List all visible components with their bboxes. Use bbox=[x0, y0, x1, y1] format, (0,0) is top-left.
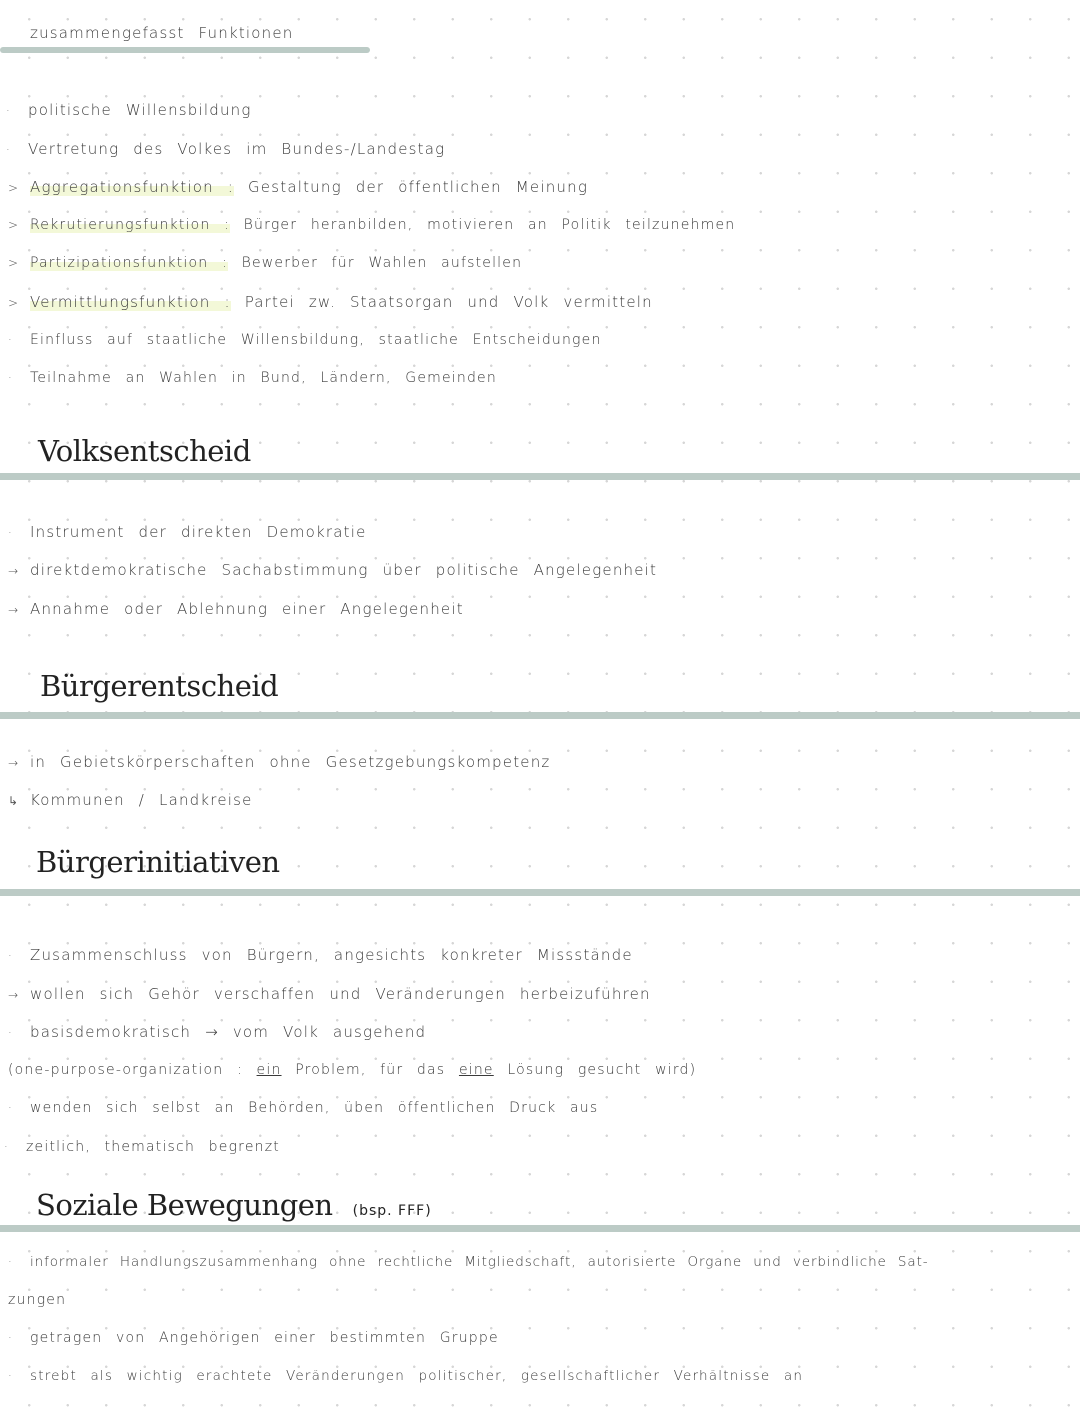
list-item: → Annahme oder Ablehnung einer Angelegenheit bbox=[8, 600, 464, 618]
list-item: · strebt als wichtig erachtete Veränderungen politischer, gesellschaftlicher Verhältnisse an bbox=[8, 1368, 804, 1384]
heading-buergerinitiativen: Bürgerinitiativen bbox=[36, 845, 280, 879]
list-item: · wenden sich selbst an Behörden, üben öffentlichen Druck aus bbox=[8, 1100, 599, 1116]
heading-buergerentscheid: Bürgerentscheid bbox=[40, 669, 279, 703]
list-item: zungen bbox=[8, 1292, 67, 1308]
list-item: · politische Willensbildung bbox=[6, 101, 252, 119]
heading-rule bbox=[0, 473, 1080, 480]
summary-title: zusammengefasst Funktionen bbox=[30, 24, 294, 42]
heading-rule bbox=[0, 889, 1080, 896]
list-item: · Teilnahme an Wahlen in Bund, Ländern, Gemeinden bbox=[8, 370, 497, 386]
list-item: · zeitlich, thematisch begrenzt bbox=[4, 1139, 280, 1155]
list-item: · basisdemokratisch → vom Volk ausgehend bbox=[8, 1023, 427, 1041]
list-item: (one-purpose-organization : ein Problem, für das eine Lösung gesucht wird) bbox=[8, 1062, 697, 1078]
list-item: · getragen von Angehörigen einer bestimmten Gruppe bbox=[8, 1330, 499, 1346]
heading-volksentscheid: Volksentscheid bbox=[38, 434, 251, 468]
list-item: · Einfluss auf staatliche Willensbildung, staatliche Entscheidungen bbox=[8, 332, 602, 348]
list-item: ↳ Kommunen / Landkreise bbox=[8, 791, 253, 809]
list-item: > Partizipationsfunktion : Bewerber für Wahlen aufstellen bbox=[8, 255, 523, 271]
list-item: → direktdemokratische Sachabstimmung über politische Angelegenheit bbox=[8, 561, 658, 579]
list-item: · Instrument der direkten Demokratie bbox=[8, 523, 367, 541]
list-item: > Rekrutierungsfunktion : Bürger heranbilden, motivieren an Politik teilzunehmen bbox=[8, 217, 736, 233]
list-item: → in Gebietskörperschaften ohne Gesetzgebungskompetenz bbox=[8, 753, 551, 771]
heading-soziale-bewegungen: Soziale Bewegungen (bsp. FFF) bbox=[36, 1188, 432, 1222]
list-item: > Vermittlungsfunktion : Partei zw. Staatsorgan und Volk vermitteln bbox=[8, 293, 653, 311]
example-note: (bsp. FFF) bbox=[352, 1203, 432, 1219]
list-item: · Zusammenschluss von Bürgern, angesichts konkreter Missstände bbox=[8, 946, 633, 964]
heading-rule bbox=[0, 712, 1080, 719]
list-item: · informaler Handlungszusammenhang ohne rechtliche Mitgliedschaft, autorisierte Organe und verbindliche Sat- bbox=[8, 1254, 929, 1270]
list-item: → wollen sich Gehör verschaffen und Veränderungen herbeizuführen bbox=[8, 985, 651, 1003]
list-item: > Aggregationsfunktion : Gestaltung der öffentlichen Meinung bbox=[8, 178, 589, 196]
title-underline bbox=[0, 47, 370, 53]
list-item: · Vertretung des Volkes im Bundes-/Landestag bbox=[6, 140, 446, 158]
heading-rule bbox=[0, 1225, 1080, 1232]
